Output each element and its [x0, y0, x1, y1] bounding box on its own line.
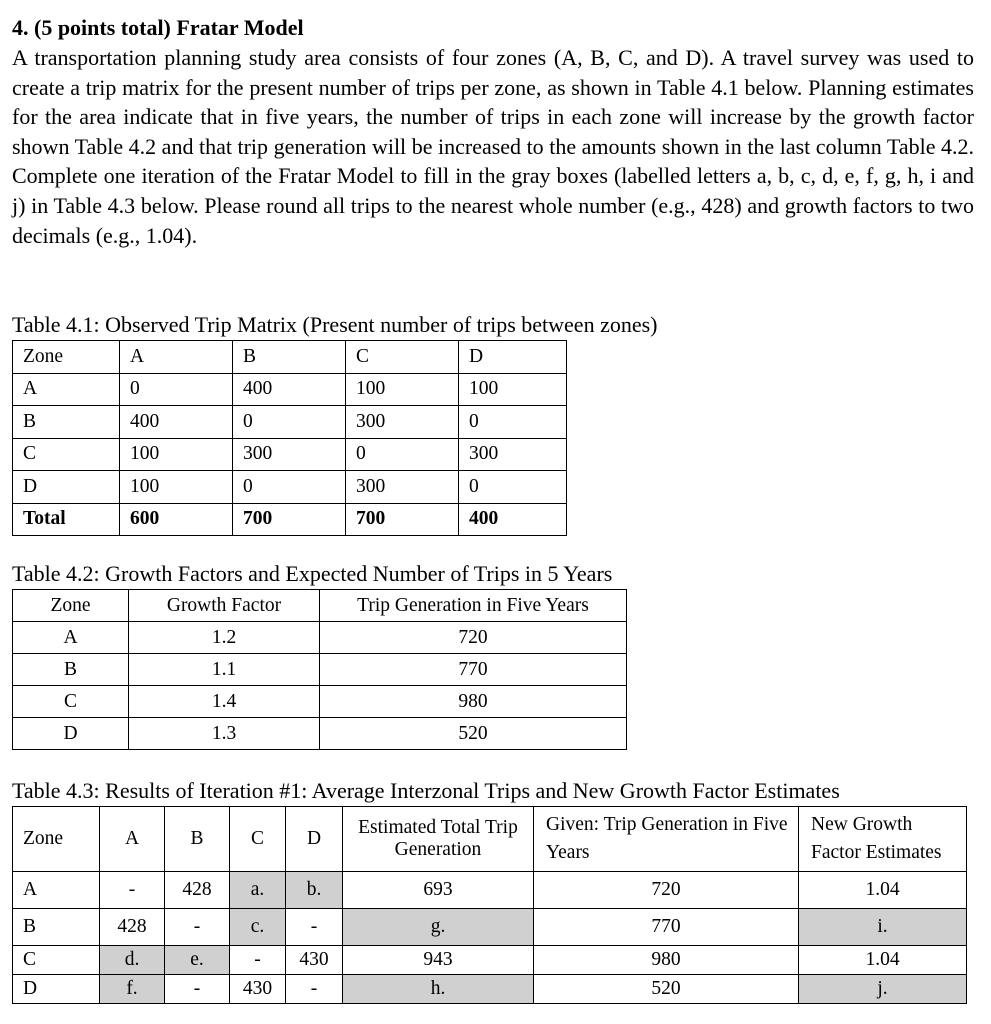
table-cell: 100: [120, 438, 233, 471]
total-cell: 700: [233, 503, 346, 536]
table-cell: 428: [100, 909, 165, 946]
table-cell: 100: [346, 373, 459, 406]
header-cell: Trip Generation in Five Years: [320, 590, 627, 622]
header-cell: A: [100, 807, 165, 872]
header-cell: B: [165, 807, 230, 872]
table-row: [13, 406, 567, 439]
table-cell: 0: [233, 406, 346, 439]
header-cell: Growth Factor: [129, 590, 320, 622]
table-cell: 300: [459, 438, 567, 471]
table-cell: -: [165, 909, 230, 946]
answer-cell: c.: [230, 909, 286, 946]
answer-cell: g.: [343, 909, 534, 946]
table-cell: 0: [459, 471, 567, 504]
answer-cell: a.: [230, 872, 286, 909]
trip-generation-cell: 720: [320, 622, 627, 654]
table-row: [13, 438, 567, 471]
table-cell: 980: [534, 946, 799, 975]
table-row: [13, 718, 627, 750]
table-cell: 300: [346, 406, 459, 439]
trip-generation-cell: 980: [320, 686, 627, 718]
zone-cell: D: [13, 471, 120, 504]
answer-cell: f.: [100, 975, 165, 1004]
answer-cell: b.: [286, 872, 343, 909]
table-cell: -: [230, 946, 286, 975]
answer-cell: e.: [165, 946, 230, 975]
table-cell: 0: [120, 373, 233, 406]
zone-cell: C: [13, 686, 129, 718]
table-cell: 693: [343, 872, 534, 909]
table-cell: 720: [534, 872, 799, 909]
table-row: [13, 872, 967, 909]
growth-factor-cell: 1.2: [129, 622, 320, 654]
observed-trip-matrix-table: [12, 340, 567, 536]
header-cell: C: [346, 341, 459, 374]
table-cell: -: [286, 909, 343, 946]
table-cell: 520: [534, 975, 799, 1004]
table-cell: -: [286, 975, 343, 1004]
table-row: [13, 975, 967, 1004]
table-row: [13, 622, 627, 654]
growth-factor-cell: 1.1: [129, 654, 320, 686]
trip-generation-cell: 770: [320, 654, 627, 686]
table-cell: 430: [230, 975, 286, 1004]
table-row: [13, 654, 627, 686]
table-row: [13, 471, 567, 504]
table-cell: 430: [286, 946, 343, 975]
table1-caption: Table 4.1: Observed Trip Matrix (Present number of trips between zones): [12, 312, 658, 337]
trip-generation-cell: 520: [320, 718, 627, 750]
header-cell: D: [286, 807, 343, 872]
header-cell: B: [233, 341, 346, 374]
zone-cell: A: [13, 622, 129, 654]
table-cell: 300: [346, 471, 459, 504]
header-cell: New Growth Factor Estimates: [799, 807, 967, 872]
question-heading: 4. (5 points total) Fratar Model: [12, 15, 304, 40]
zone-cell: B: [13, 909, 100, 946]
answer-cell: i.: [799, 909, 967, 946]
total-label: Total: [13, 503, 120, 536]
zone-cell: A: [13, 872, 100, 909]
table-cell: -: [100, 872, 165, 909]
table-row: [13, 373, 567, 406]
total-cell: 600: [120, 503, 233, 536]
zone-cell: A: [13, 373, 120, 406]
growth-factors-table: [12, 589, 627, 750]
table-cell: 0: [459, 406, 567, 439]
table-cell: 770: [534, 909, 799, 946]
table-cell: -: [165, 975, 230, 1004]
header-cell: Given: Trip Generation in Five Years: [534, 807, 799, 872]
header-cell: A: [120, 341, 233, 374]
growth-factor-cell: 1.4: [129, 686, 320, 718]
table-header-row: [13, 341, 567, 374]
header-cell: Estimated Total Trip Generation: [343, 807, 534, 872]
zone-cell: B: [13, 406, 120, 439]
total-cell: 400: [459, 503, 567, 536]
zone-cell: B: [13, 654, 129, 686]
table-cell: 0: [233, 471, 346, 504]
table-header-row: [13, 590, 627, 622]
table-cell: 1.04: [799, 872, 967, 909]
total-row: [13, 503, 567, 536]
table-cell: 300: [233, 438, 346, 471]
table-cell: 400: [233, 373, 346, 406]
table-cell: 428: [165, 872, 230, 909]
table-cell: 400: [120, 406, 233, 439]
iteration-results-table: [12, 806, 967, 1004]
header-cell: C: [230, 807, 286, 872]
growth-factor-cell: 1.3: [129, 718, 320, 750]
table-row: [13, 909, 967, 946]
table-cell: 0: [346, 438, 459, 471]
zone-cell: D: [13, 718, 129, 750]
table-header-row: [13, 807, 967, 872]
table-cell: 100: [459, 373, 567, 406]
table-row: [13, 686, 627, 718]
zone-cell: C: [13, 438, 120, 471]
header-cell: Zone: [13, 341, 120, 374]
question-paragraph: A transportation planning study area consists of four zones (A, B, C, and D). A travel survey was used to create a trip matrix for the present number of trips per zone, as shown in Table 4.1 below. Planning estimates for the area indicate that in five years, the number of trips in each zone will increase by the growth factor shown Table 4.2 and that trip generation will be increased to the amounts shown in the last column Table 4.2. Complete one iteration of the Fratar Model to fill in the gray boxes (labelled letters a, b, c, d, e, f, g, h, i and j) in Table 4.3 below. Please round all trips to the nearest whole number (e.g., 428) and growth factors to two decimals (e.g., 1.04).: [12, 45, 974, 248]
header-cell: Zone: [13, 807, 100, 872]
total-cell: 700: [346, 503, 459, 536]
answer-cell: h.: [343, 975, 534, 1004]
zone-cell: D: [13, 975, 100, 1004]
answer-cell: j.: [799, 975, 967, 1004]
zone-cell: C: [13, 946, 100, 975]
table-cell: 1.04: [799, 946, 967, 975]
table-cell: 943: [343, 946, 534, 975]
table-row: [13, 946, 967, 975]
table2-caption: Table 4.2: Growth Factors and Expected Number of Trips in 5 Years: [12, 561, 613, 586]
header-cell: Zone: [13, 590, 129, 622]
table3-caption: Table 4.3: Results of Iteration #1: Average Interzonal Trips and New Growth Factor Estimates: [12, 778, 840, 803]
header-cell: D: [459, 341, 567, 374]
answer-cell: d.: [100, 946, 165, 975]
table-cell: 100: [120, 471, 233, 504]
